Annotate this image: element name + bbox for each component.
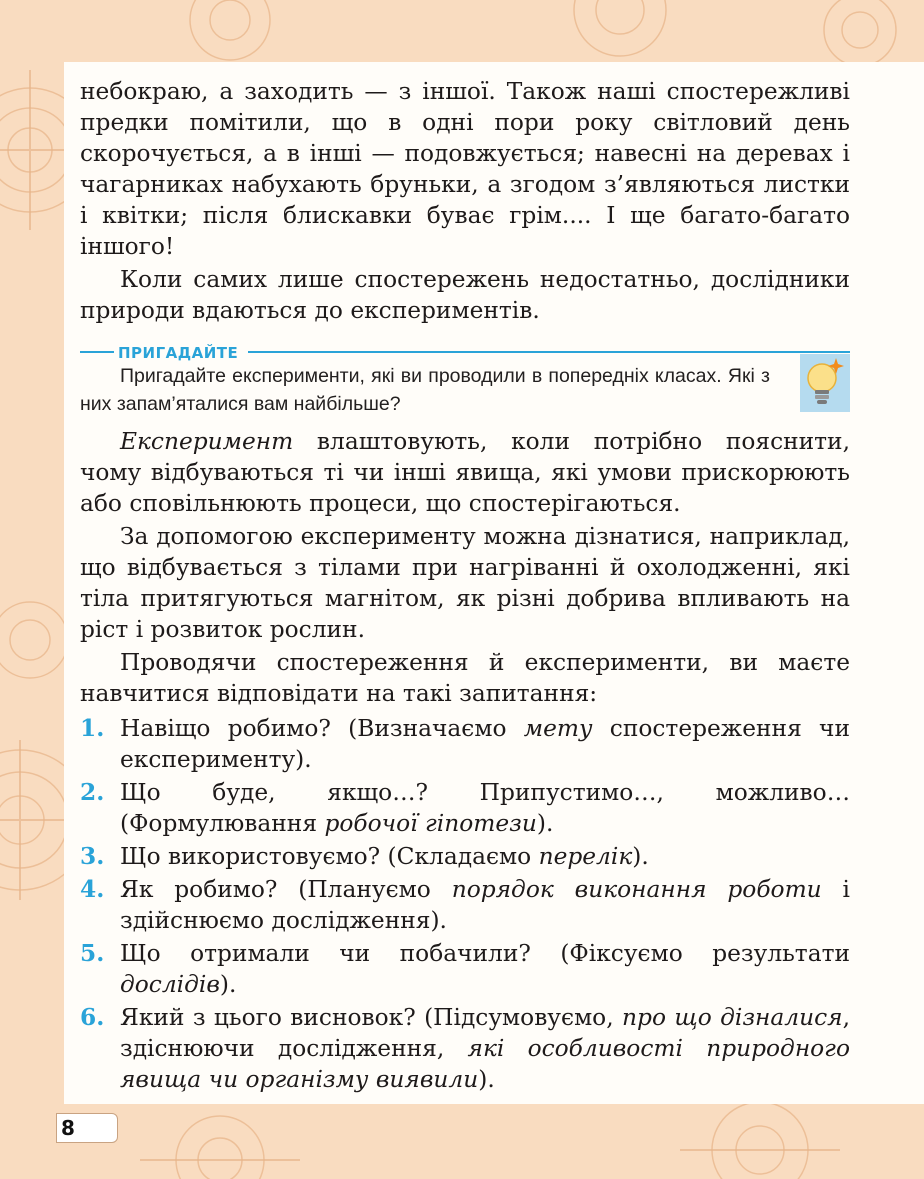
list-number: 5.: [80, 940, 105, 967]
list-text: Що буде, якщо…? Припустимо…, можливо… (Формулювання: [120, 779, 850, 837]
list-number: 4.: [80, 876, 105, 903]
remember-header-right-rule: [248, 351, 850, 353]
questions-list: [80, 713, 850, 1095]
paragraph-intro-continued: небокраю, а заходить — з іншої. Також наші спостережливі предки помітили, що в одні пори року світловий день скорочується, а в інші — подовжується; навесні на деревах і чагарниках набухають бруньки, а згодом з’являються листки і квітки; після блискавки буває грім.... І ще багато-багато іншого!: [80, 78, 850, 260]
remember-box: [80, 362, 850, 418]
list-text: Що використовуємо? (Складаємо: [120, 843, 539, 870]
list-text: Що отримали чи побачили? (Фіксуємо результати: [120, 940, 850, 967]
list-number: 3.: [80, 843, 105, 870]
list-text: ).: [219, 971, 237, 998]
page-content: [80, 76, 850, 1097]
list-text: ).: [478, 1066, 495, 1093]
list-emphasis: дослідів: [120, 971, 220, 998]
paragraph-questions-intro: Проводячи спостереження й експерименти, ви маєте навчитися відповідати на такі запитання:: [80, 649, 850, 707]
list-item: [80, 1002, 850, 1095]
list-item: [80, 713, 850, 775]
list-number: 6.: [80, 1004, 105, 1031]
list-emphasis: мету: [523, 715, 593, 742]
list-text: Навіщо робимо? (Визначаємо: [120, 715, 524, 742]
remember-text: Пригадайте експерименти, які ви проводили в попередніх класах. Які з них запам’яталися вам найбільше?: [80, 365, 770, 415]
list-emphasis: про що дізналися: [622, 1004, 843, 1031]
experiment-definition-text: влаштовують, коли потрібно пояснити, чому відбуваються ті чи інші явища, які умови прискорюють або сповільнюють процеси, що спостерігаються.: [80, 428, 850, 517]
light-bulb-icon: [800, 354, 850, 412]
paragraph-experiment-definition: [80, 426, 850, 519]
list-number: 1.: [80, 715, 105, 742]
list-emphasis: робочої гіпотези: [324, 810, 537, 837]
list-text: ).: [632, 843, 649, 870]
list-text: Який з цього висновок? (Підсумовуємо,: [120, 1004, 623, 1031]
list-emphasis: які особливості природного явища чи організму виявили: [120, 1035, 850, 1093]
page-number: 8: [56, 1113, 118, 1143]
remember-header-left-rule: [80, 351, 114, 353]
list-item: [80, 874, 850, 936]
list-number: 2.: [80, 779, 105, 806]
list-text: ).: [536, 810, 554, 837]
list-emphasis: порядок виконання роботи: [451, 876, 822, 903]
list-text: і здійснюємо дослідження).: [120, 876, 851, 934]
paragraph-experiment-examples: За допомогою експерименту можна дізнатися, наприклад, що відбувається з тілами при нагріванні й охолодженні, які тіла притягуються магнітом, як різні добрива впливають на ріст і розвиток рослин.: [80, 523, 850, 643]
term-experiment: Експеримент: [120, 428, 294, 455]
list-text: Як робимо? (Плануємо: [120, 876, 452, 903]
list-item: [80, 841, 850, 872]
list-text: , здіснюючи дослідження,: [120, 1004, 850, 1062]
paragraph-experiments-intro: Коли самих лише спостережень недостатньо, дослідники природи вдаються до експериментів.: [80, 266, 850, 324]
remember-label: ПРИГАДАЙТЕ: [118, 344, 239, 362]
list-item: [80, 777, 850, 839]
remember-header: [80, 338, 850, 360]
list-emphasis: перелік: [538, 843, 633, 870]
list-text: спостереження чи експерименту).: [120, 715, 850, 773]
list-item: [80, 938, 850, 1000]
